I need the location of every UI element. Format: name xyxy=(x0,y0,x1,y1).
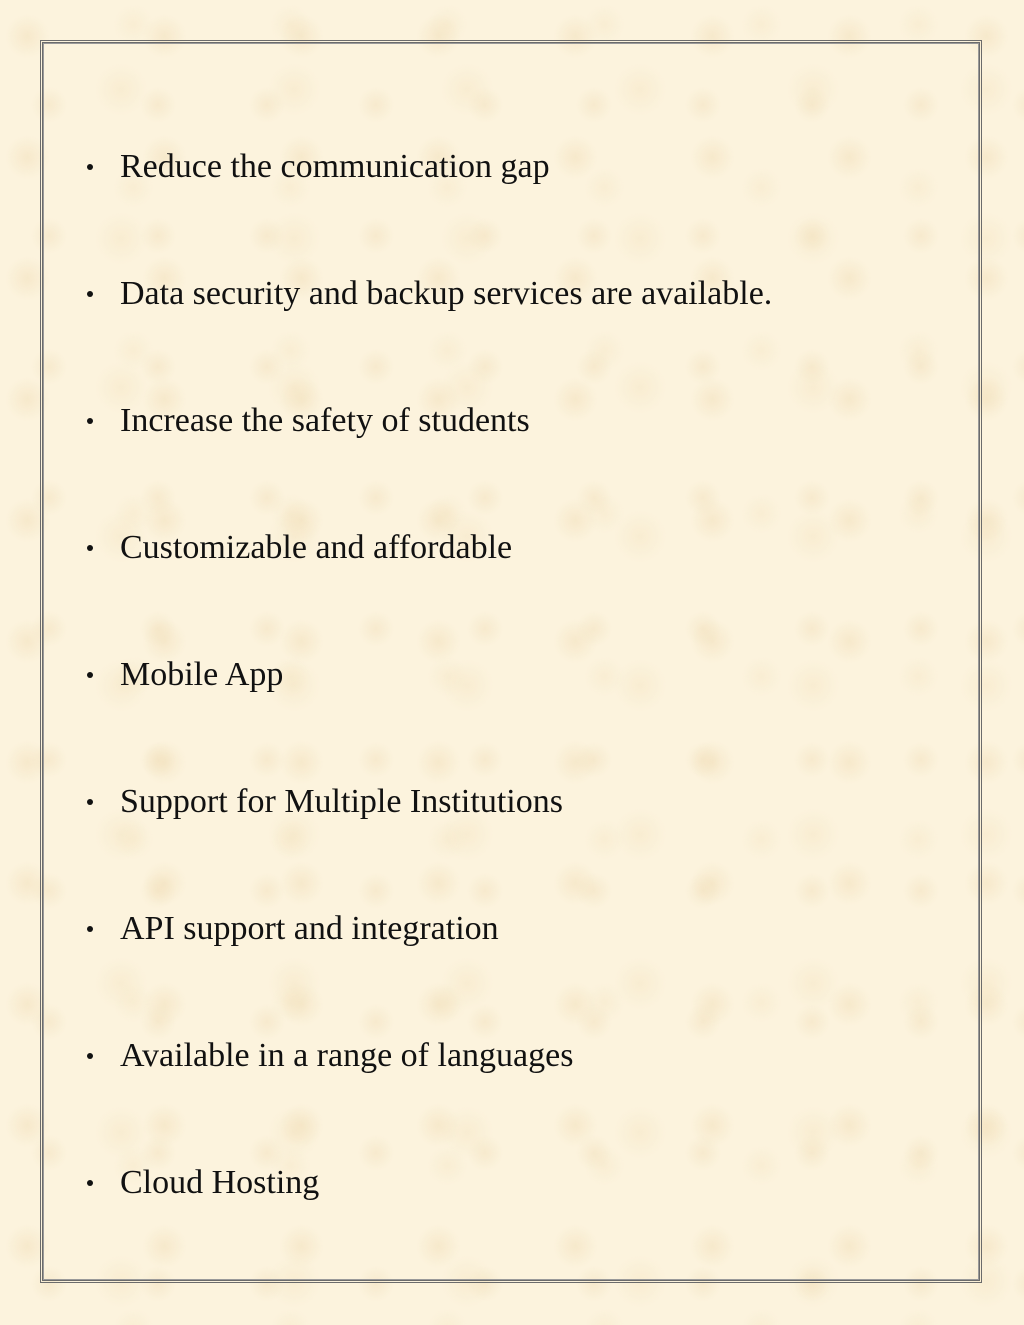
bullet-icon xyxy=(87,545,93,551)
page-frame xyxy=(40,40,982,1283)
bullet-icon xyxy=(87,926,93,932)
bullet-icon xyxy=(87,1053,93,1059)
feature-text: Increase the safety of students xyxy=(120,402,530,439)
feature-text: Cloud Hosting xyxy=(120,1164,320,1201)
feature-text: Support for Multiple Institutions xyxy=(120,783,563,820)
bullet-icon xyxy=(87,164,93,170)
bullet-icon xyxy=(87,418,93,424)
bullet-icon xyxy=(87,799,93,805)
feature-text: Mobile App xyxy=(120,656,284,693)
bullet-icon xyxy=(87,672,93,678)
feature-text: Available in a range of languages xyxy=(120,1037,574,1074)
feature-text: Reduce the communication gap xyxy=(120,148,550,185)
bullet-icon xyxy=(87,291,93,297)
bullet-icon xyxy=(87,1180,93,1186)
feature-text: API support and integration xyxy=(120,910,499,947)
feature-text: Customizable and affordable xyxy=(120,529,513,566)
feature-text: Data security and backup services are available. xyxy=(120,275,773,312)
